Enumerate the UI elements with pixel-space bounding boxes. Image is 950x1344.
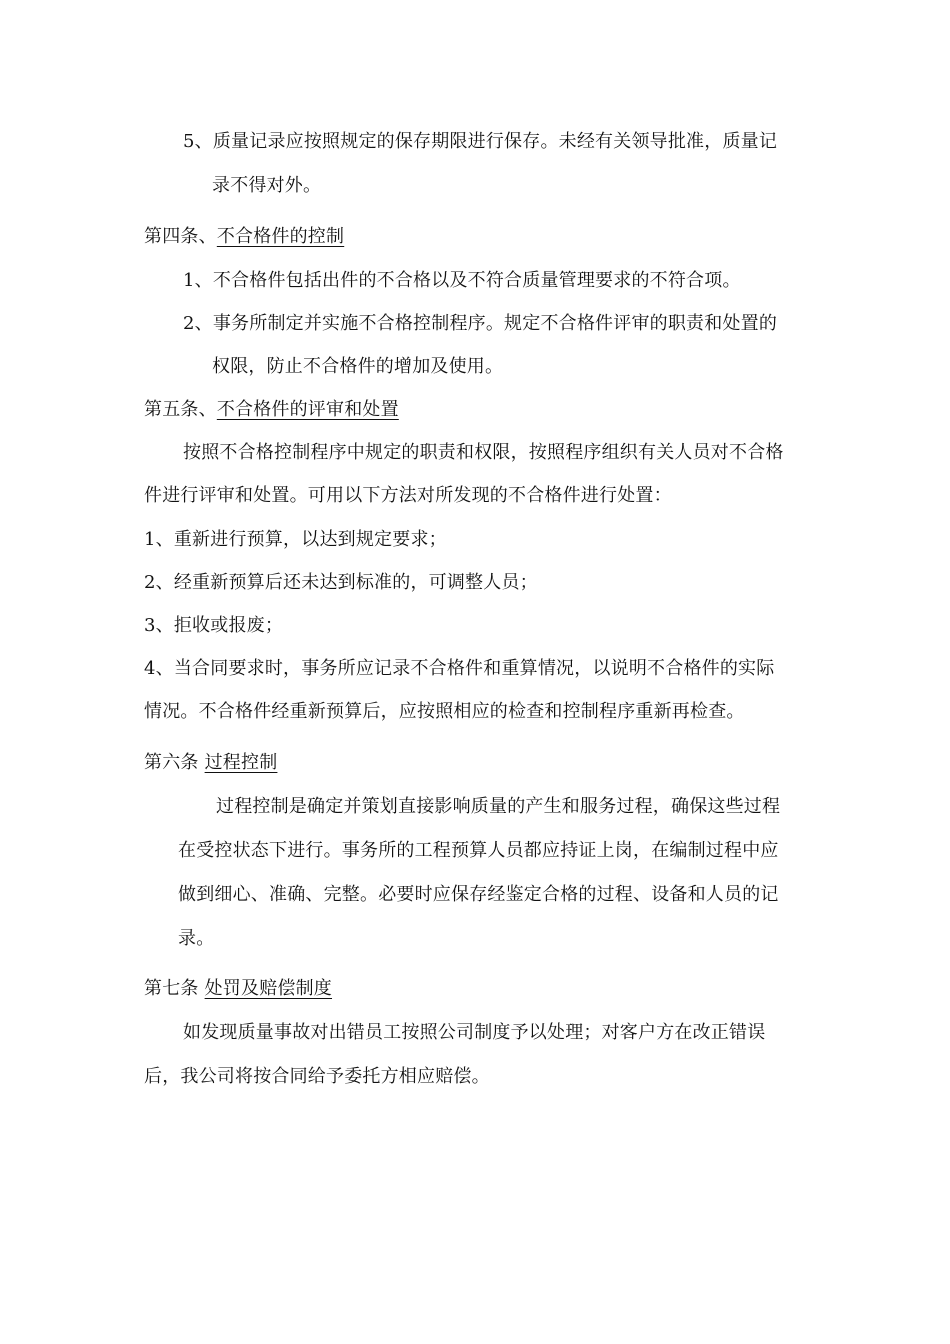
article6-title: 过程控制 bbox=[204, 752, 278, 773]
article6-prefix: 第六条 bbox=[144, 752, 199, 773]
article6-heading bbox=[144, 752, 277, 774]
article5-item3: 3、拒收或报废； bbox=[144, 615, 284, 636]
article7-para-line2: 后，我公司将按合同给予委托方相应赔偿。 bbox=[144, 1066, 490, 1087]
article5-para-line2: 件进行评审和处置。可用以下方法对所发现的不合格件进行处置： bbox=[144, 485, 672, 506]
article4-prefix: 第四条、 bbox=[144, 226, 217, 247]
article5-prefix: 第五条、 bbox=[144, 399, 217, 420]
article4-item2-line2: 权限，防止不合格件的增加及使用。 bbox=[212, 356, 504, 377]
article4-item2-line1: 2、事务所制定并实施不合格控制程序。规定不合格件评审的职责和处置的 bbox=[183, 313, 778, 334]
article5-item1: 1、重新进行预算，以达到规定要求； bbox=[144, 529, 447, 550]
article6-para-line4: 录。 bbox=[178, 928, 215, 949]
article6-para-line3: 做到细心、准确、完整。必要时应保存经鉴定合格的过程、设备和人员的记 bbox=[178, 884, 779, 905]
item5-line2: 录不得对外。 bbox=[212, 175, 322, 196]
article5-para-line1: 按照不合格控制程序中规定的职责和权限，按照程序组织有关人员对不合格 bbox=[183, 442, 784, 463]
article7-prefix: 第七条 bbox=[144, 978, 199, 999]
article4-title: 不合格件的控制 bbox=[216, 226, 345, 247]
item5-line1: 5、质量记录应按照规定的保存期限进行保存。未经有关领导批准，质量记 bbox=[183, 131, 778, 152]
article5-item4-line2: 情况。不合格件经重新预算后，应按照相应的检查和控制程序重新再检查。 bbox=[144, 701, 745, 722]
article4-item1: 1、不合格件包括出件的不合格以及不符合质量管理要求的不符合项。 bbox=[183, 270, 741, 291]
article6-para-line1: 过程控制是确定并策划直接影响质量的产生和服务过程，确保这些过程 bbox=[216, 796, 781, 817]
article5-item2: 2、经重新预算后还未达到标准的，可调整人员； bbox=[144, 572, 538, 593]
article5-item4-line1: 4、当合同要求时，事务所应记录不合格件和重算情况，以说明不合格件的实际 bbox=[144, 658, 775, 679]
article5-heading bbox=[144, 399, 399, 421]
article6-para-line2: 在受控状态下进行。事务所的工程预算人员都应持证上岗，在编制过程中应 bbox=[178, 840, 779, 861]
article7-heading bbox=[144, 978, 332, 1000]
article7-para-line1: 如发现质量事故对出错员工按照公司制度予以处理；对客户方在改正错误 bbox=[183, 1022, 766, 1043]
article7-title: 处罚及赔偿制度 bbox=[204, 978, 333, 999]
article5-title: 不合格件的评审和处置 bbox=[216, 399, 399, 420]
article4-heading bbox=[144, 226, 344, 248]
